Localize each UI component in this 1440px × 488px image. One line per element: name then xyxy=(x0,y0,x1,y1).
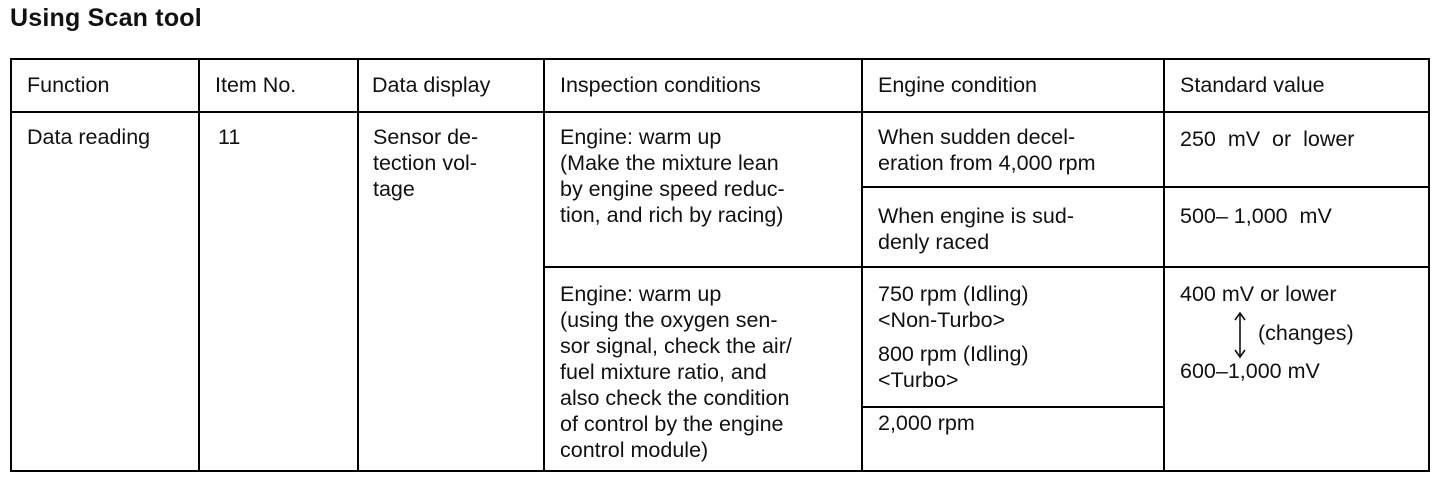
column-divider xyxy=(861,59,863,471)
cell-inspection-2: Engine: warm up (using the oxygen sen- sor signal, check the air/ fuel mixture ratio, and also check the condition of control by the engine control module) xyxy=(560,282,792,462)
cell-standard-low: 400 mV or lower xyxy=(1180,282,1337,306)
cell-inspection-1: Engine: warm up (Make the mixture lean by engine speed reduc- tion, and rich by racing) xyxy=(560,125,785,227)
header-divider xyxy=(11,111,1429,113)
column-divider xyxy=(543,59,545,471)
header-item-no: Item No. xyxy=(215,73,297,97)
cell-engine-condition-2000: 2,000 rpm xyxy=(878,411,975,435)
cell-standard-high: 600–1,000 mV xyxy=(1180,359,1320,383)
group-divider xyxy=(543,266,1429,268)
header-function: Function xyxy=(27,73,110,97)
header-inspection-conditions: Inspection conditions xyxy=(560,73,761,97)
row-divider xyxy=(861,406,1163,408)
cell-standard-2: 500– 1,000 mV xyxy=(1180,204,1332,228)
page-title: Using Scan tool xyxy=(10,4,202,32)
header-standard-value: Standard value xyxy=(1180,73,1325,97)
header-engine-condition: Engine condition xyxy=(878,73,1037,97)
row-divider xyxy=(861,186,1429,188)
column-divider xyxy=(1163,59,1165,471)
cell-engine-condition-idle-nonturbo: 750 rpm (Idling) <Non-Turbo> xyxy=(878,282,1029,332)
cell-item-no: 11 xyxy=(218,125,241,149)
cell-engine-condition-2: When engine is sud- denly raced xyxy=(878,204,1074,254)
cell-engine-condition-1: When sudden decel- eration from 4,000 rpm xyxy=(878,125,1096,175)
header-data-display: Data display xyxy=(372,73,491,97)
cell-function: Data reading xyxy=(27,125,151,149)
column-divider xyxy=(198,59,200,471)
column-divider xyxy=(357,59,359,471)
cell-standard-1: 250 mV or lower xyxy=(1180,127,1355,151)
cell-standard-changes: (changes) xyxy=(1258,321,1354,345)
cell-data-display: Sensor de- tection vol- tage xyxy=(373,125,479,201)
up-down-arrow-icon xyxy=(1230,311,1250,359)
cell-engine-condition-idle-turbo: 800 rpm (Idling) <Turbo> xyxy=(878,342,1029,392)
